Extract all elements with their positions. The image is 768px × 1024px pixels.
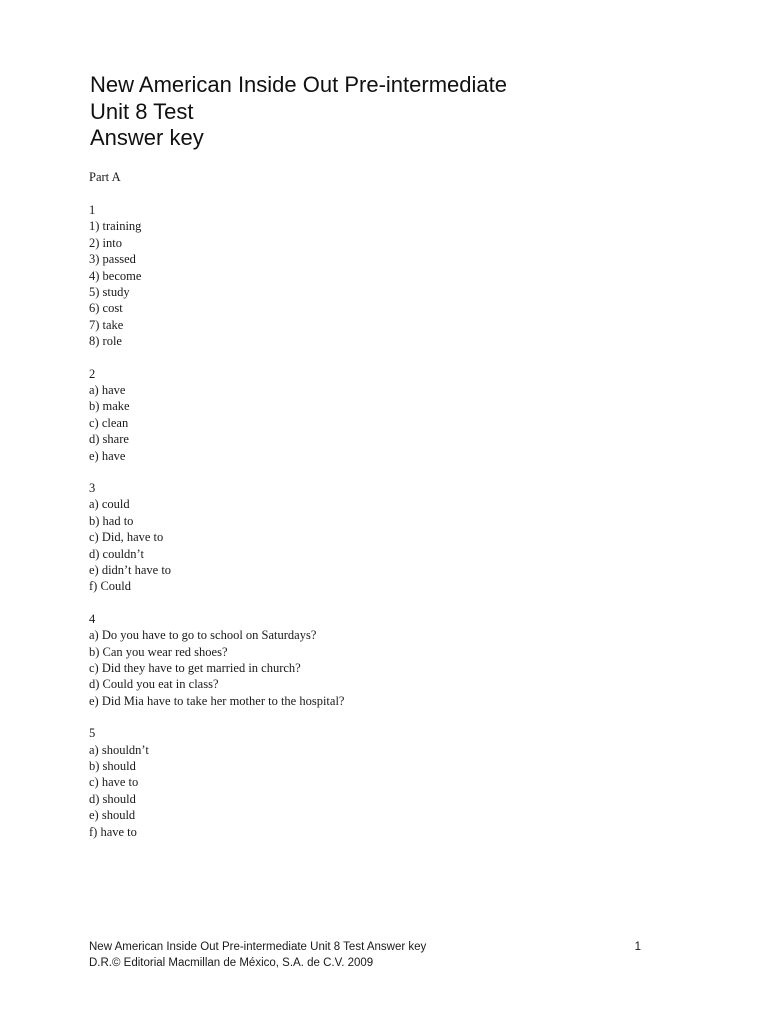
answer-line: e) have bbox=[89, 448, 126, 463]
answer-line: c) clean bbox=[89, 415, 129, 430]
answer-line: 5) study bbox=[89, 284, 130, 299]
answer-line: b) should bbox=[89, 759, 136, 774]
title-line-answer-key: Answer key bbox=[90, 125, 204, 150]
answer-line: e) should bbox=[89, 808, 136, 823]
title-line-book: New American Inside Out Pre-intermediate bbox=[90, 72, 507, 97]
document-title bbox=[90, 72, 507, 152]
answer-line: a) shouldn’t bbox=[89, 742, 149, 757]
answer-line: 2) into bbox=[89, 235, 122, 250]
section-number: 2 bbox=[89, 366, 96, 381]
answer-line: f) have to bbox=[89, 824, 137, 839]
answer-section bbox=[89, 202, 344, 350]
answer-line: c) Did they have to get married in church? bbox=[89, 661, 301, 676]
answer-line: d) should bbox=[89, 791, 136, 806]
answer-key-body bbox=[89, 169, 344, 856]
answer-line: b) make bbox=[89, 399, 130, 414]
answer-line: b) had to bbox=[89, 513, 134, 528]
answer-section bbox=[89, 480, 344, 595]
answer-line: 8) role bbox=[89, 334, 122, 349]
footer-title: New American Inside Out Pre-intermediate Unit 8 Test Answer key bbox=[89, 941, 427, 953]
answer-line: c) have to bbox=[89, 775, 139, 790]
answer-line: f) Could bbox=[89, 579, 132, 594]
footer-bottom-row bbox=[89, 955, 641, 971]
answer-section bbox=[89, 611, 344, 709]
answer-sections bbox=[89, 202, 344, 840]
answer-line: b) Can you wear red shoes? bbox=[89, 644, 228, 659]
answer-line: e) didn’t have to bbox=[89, 562, 172, 577]
answer-line: 6) cost bbox=[89, 301, 123, 316]
answer-line: a) could bbox=[89, 497, 130, 512]
answer-section bbox=[89, 725, 344, 840]
answer-line: a) have bbox=[89, 382, 126, 397]
answer-line: 4) become bbox=[89, 268, 142, 283]
section-number: 1 bbox=[89, 202, 96, 217]
page-number: 1 bbox=[634, 941, 641, 953]
answer-line: e) Did Mia have to take her mother to the hospital? bbox=[89, 693, 345, 708]
section-number: 3 bbox=[89, 481, 96, 496]
answer-line: 3) passed bbox=[89, 252, 136, 267]
answer-line: 1) training bbox=[89, 219, 142, 234]
title-line-unit: Unit 8 Test bbox=[90, 98, 194, 124]
section-number: 4 bbox=[89, 611, 96, 626]
section-number: 5 bbox=[89, 726, 96, 741]
answer-line: d) share bbox=[89, 432, 129, 447]
footer-top-row bbox=[89, 939, 641, 955]
part-label: Part A bbox=[89, 170, 121, 184]
answer-line: d) couldn’t bbox=[89, 546, 144, 561]
answer-line: 7) take bbox=[89, 317, 124, 332]
page-footer bbox=[89, 939, 641, 971]
answer-line: a) Do you have to go to school on Saturdays? bbox=[89, 628, 317, 643]
footer-copyright: D.R.© Editorial Macmillan de México, S.A. de C.V. 2009 bbox=[89, 957, 374, 969]
answer-section bbox=[89, 366, 344, 464]
answer-line: d) Could you eat in class? bbox=[89, 677, 219, 692]
answer-line: c) Did, have to bbox=[89, 530, 164, 545]
